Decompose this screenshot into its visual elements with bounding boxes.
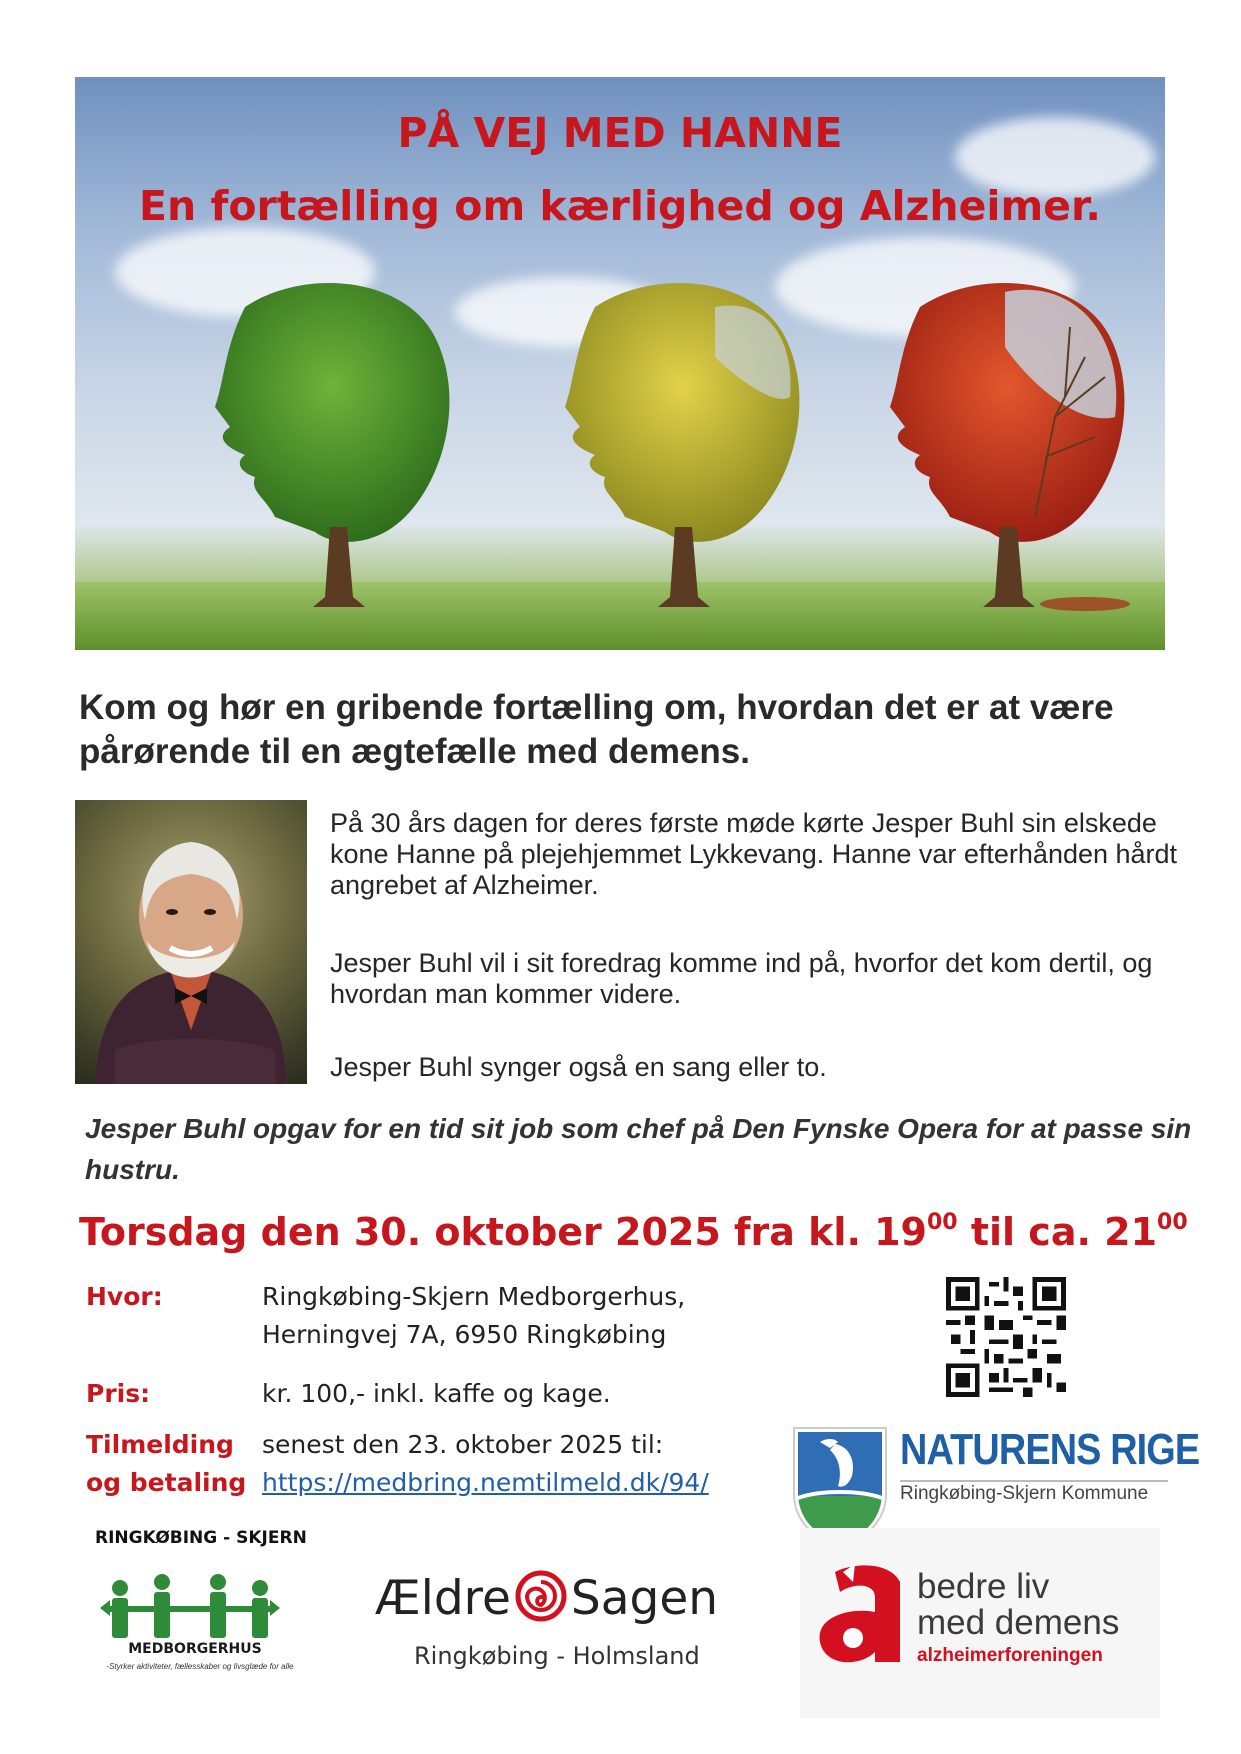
medborgerhus-tagline: -Styrker aktiviteter, fællesskaber og livsglæde for alle (106, 1662, 294, 1671)
alzheimerforeningen-a-icon (815, 1562, 920, 1672)
hero-image (75, 77, 1165, 650)
signup-link[interactable]: https://medbring.nemtilmeld.dk/94/ (262, 1468, 709, 1497)
aeldre-sagen-logo (375, 1570, 718, 1626)
medborgerhus-arc-text: RINGKØBING - SKJERN (95, 1528, 307, 1548)
signup-deadline: senest den 23. oktober 2025 til: (262, 1430, 664, 1459)
story-paragraph-2: Jesper Buhl vil i sit foredrag komme ind på, hvorfor det kom dertil, og hvordan man kommer videre. (330, 948, 1153, 1009)
date-middle: til ca. 21 (957, 1210, 1158, 1254)
lead-heading: Kom og hør en gribende fortælling om, hvordan det er at være pårørende til en ægtefælle med demens. (79, 688, 1114, 771)
alzheimerforeningen-name: alzheimerforeningen (917, 1645, 1103, 1666)
event-title: PÅ VEJ MED HANNE (397, 109, 843, 157)
price-label: Pris: (86, 1379, 151, 1408)
where-line-1: Ringkøbing-Skjern Medborgerhus, (262, 1282, 686, 1311)
bedre-liv-line-2: med demens (917, 1603, 1120, 1642)
signup-label-1: Tilmelding (86, 1430, 234, 1459)
story-paragraph-3: Jesper Buhl synger også en sang eller to. (330, 1052, 827, 1082)
end-time-sup: 00 (1157, 1210, 1188, 1235)
highlight-quote: Jesper Buhl opgav for en tid sit job som chef på Den Fynske Opera for at passe sin hustru. (85, 1113, 1192, 1185)
naturens-rige-title: NATURENS RIGE (900, 1425, 1200, 1474)
speaker-photo (75, 800, 307, 1084)
aeldre-sagen-subtitle: Ringkøbing - Holmsland (414, 1642, 700, 1670)
price-value: kr. 100,- inkl. kaffe og kage. (262, 1379, 611, 1408)
speaker-portrait (75, 800, 307, 1084)
story-paragraph-1: På 30 års dagen for deres første møde kørte Jesper Buhl sin elskede kone Hanne på plejehjemmet Lykkevang. Hanne var efterhånden hårdt angrebet af Alzheimer. (330, 808, 1178, 900)
qr-code[interactable] (946, 1277, 1066, 1397)
where-line-2: Herningvej 7A, 6950 Ringkøbing (262, 1320, 667, 1349)
medborgerhus-name: MEDBORGERHUS (128, 1641, 262, 1657)
where-label: Hvor: (86, 1282, 163, 1311)
start-time-sup: 00 (927, 1210, 958, 1235)
aeldre-sagen-left: Ældre (375, 1571, 511, 1626)
date-prefix: Torsdag den 30. oktober 2025 fra kl. 19 (79, 1210, 927, 1254)
bedre-liv-line-1: bedre liv (917, 1567, 1050, 1606)
event-date (79, 1210, 1188, 1254)
naturens-rige-subtitle: Ringkøbing-Skjern Kommune (900, 1483, 1149, 1504)
signup-label-2: og betaling (86, 1468, 247, 1497)
event-subtitle: En fortælling om kærlighed og Alzheimer. (139, 182, 1101, 230)
naturens-rige-divider (900, 1480, 1168, 1482)
aeldre-sagen-right: Sagen (570, 1571, 719, 1626)
aeldre-sagen-spiral-icon (515, 1570, 567, 1622)
tree-heads-illustration (75, 77, 1165, 650)
